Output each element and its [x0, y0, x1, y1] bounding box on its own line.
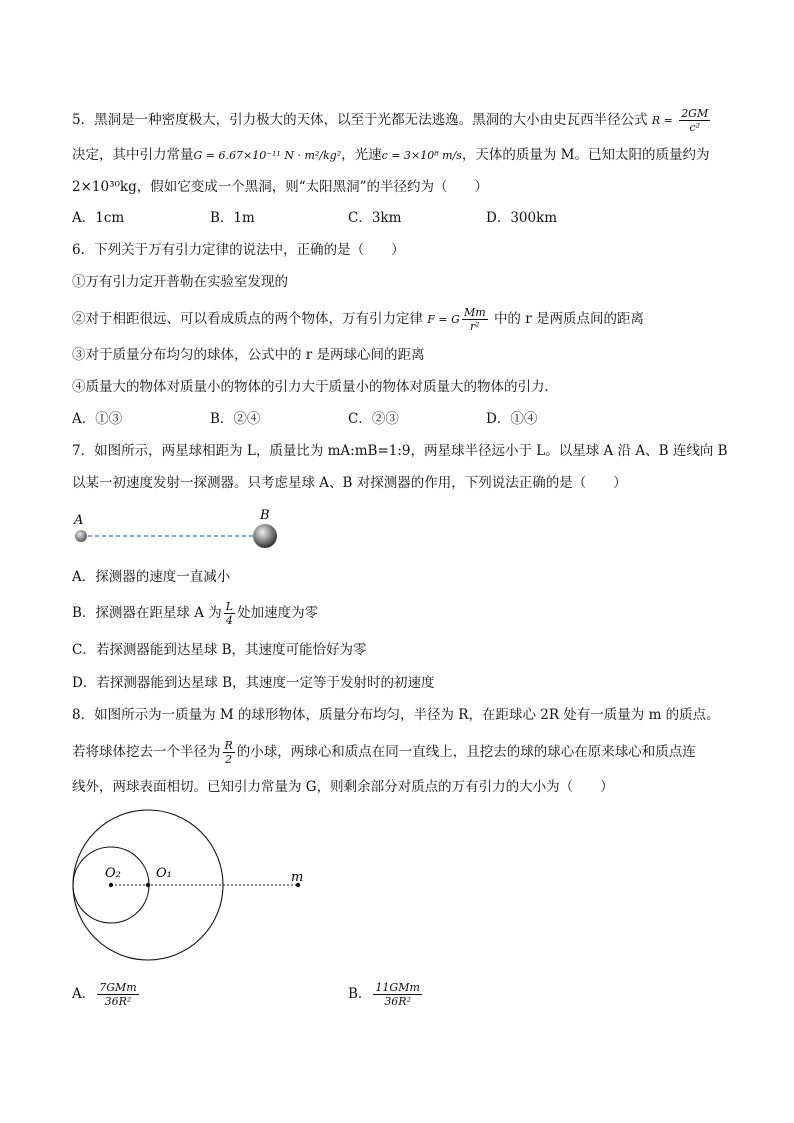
- q5-fraction-numerator: 2GM: [681, 107, 709, 120]
- q6-option-b: B．②④: [210, 411, 261, 427]
- q8-option-a-fraction: [97, 982, 138, 1007]
- q7-planet-b: [253, 524, 277, 548]
- q5-text-2a: 决定，其中引力常量: [72, 147, 194, 163]
- q5-fraction-denominator: c²: [689, 121, 700, 134]
- q7-option-b-denominator: 4: [225, 614, 233, 627]
- q5-text-2b: ，光速: [341, 147, 382, 163]
- q7-option-b-text-a: B．探测器在距星球 A 为: [72, 605, 222, 621]
- q5-option-b: B．1m: [210, 210, 255, 226]
- q8-option-b-fraction: [373, 982, 421, 1007]
- q8-figure: [60, 805, 320, 975]
- q8-line2: [72, 740, 696, 765]
- q8-label-o1: O₁: [156, 866, 172, 881]
- q5-option-d: D．300km: [486, 210, 558, 226]
- q6-statement-1: ①万有引力定开普勒在实验室发现的: [72, 274, 288, 290]
- q8-line2-numerator: R: [224, 739, 233, 752]
- q8-line3: 线外，两球表面相切。已知引力常量为 G，则剩余部分对质点的万有引力的大小为（ ）: [72, 779, 614, 795]
- q6-statement-3: ③对于质量分布均匀的球体，公式中的 r 是两球心间的距离: [72, 347, 425, 363]
- q8-option-a-label: A．: [72, 986, 96, 1002]
- q7-figure: [60, 502, 300, 558]
- q7-option-b: [72, 601, 318, 626]
- q5-text-1: 5．黑洞是一种密度极大，引力极大的天体，以至于光都无法逃逸。黑洞的大小由史瓦西半径公式: [72, 112, 648, 128]
- q5-formula-fraction: [679, 108, 710, 133]
- q6-statement-4: ④质量大的物体对质量小的物体的引力大于质量小的物体对质量大的物体的引力．: [72, 379, 558, 395]
- q7-line1: 7．如图所示，两星球相距为 L，质量比为 mA:mB=1:9，两星球半径远小于 L。以星球 A 沿 A、B 连线向 B: [72, 443, 728, 459]
- q8-label-m: m: [291, 870, 304, 885]
- q8-line1: 8．如图所示为一质量为 M 的球形物体，质量分布均匀，半径为 R，在距球心 2R 处有一质量为 m 的质点。: [72, 707, 720, 723]
- q5-option-a: A．1cm: [72, 210, 125, 226]
- q6-fraction-denominator: r²: [469, 320, 480, 333]
- q5-line3: 2×10³⁰kg，假如它变成一个黑洞，则“太阳黑洞”的半径约为（ ）: [72, 179, 489, 195]
- q8-option-a-numerator: 7GMm: [99, 981, 137, 994]
- q7-option-a: A．探测器的速度一直减小: [72, 569, 231, 585]
- q6-statement-2-text-a: ②对于相距很远、可以看成质点的两个物体，万有引力定律: [72, 311, 423, 327]
- q5-option-c: C．3km: [348, 210, 402, 226]
- q7-option-c: C．若探测器能到达星球 B，其速度可能恰好为零: [72, 642, 367, 658]
- q7-option-b-numerator: L: [225, 600, 234, 613]
- q8-option-b: [348, 982, 424, 1007]
- q7-label-a: A: [74, 513, 84, 528]
- q5-text-2c: ，天体的质量为 M。已知太阳的质量约为: [461, 147, 710, 163]
- q8-line2-text-b: 的小球，两球心和质点在同一直线上，且挖去的球的球心在原来球心和质点连: [236, 744, 696, 760]
- q5-light-speed: c = 3×10⁸ m/s: [381, 149, 462, 162]
- q6-option-d: D．①④: [486, 411, 538, 427]
- q8-line2-text-a: 若将球体挖去一个半径为: [72, 744, 221, 760]
- q8-option-b-numerator: 11GMm: [375, 981, 420, 994]
- q8-option-a-denominator: 36R²: [104, 995, 132, 1008]
- q7-line2: 以某一初速度发射一探测器。只考虑星球 A、B 对探测器的作用，下列说法正确的是（ ）: [72, 475, 627, 491]
- q7-planet-a: [75, 530, 87, 542]
- q8-point-o2: [109, 883, 113, 887]
- q8-line2-denominator: 2: [225, 753, 233, 766]
- q6-formula-fraction: [462, 307, 488, 332]
- q8-option-b-label: B．: [348, 986, 372, 1002]
- q7-option-b-fraction: [224, 601, 235, 626]
- q6-formula-lhs: F = G: [427, 313, 460, 326]
- q6-stem: 6．下列关于万有引力定律的说法中，正确的是（ ）: [72, 242, 405, 258]
- q8-point-o1: [146, 883, 150, 887]
- q6-option-c: C．②③: [348, 411, 399, 427]
- q7-label-b: B: [260, 508, 270, 523]
- q8-label-o2: O₂: [105, 866, 121, 881]
- q8-line2-fraction: [223, 740, 235, 765]
- q8-option-b-denominator: 36R²: [384, 995, 412, 1008]
- q8-option-a: [72, 982, 141, 1007]
- q5-line1: [72, 108, 712, 133]
- q5-line2: [72, 145, 710, 166]
- q7-option-b-text-b: 处加速度为零: [237, 605, 319, 621]
- q6-statement-2-text-b: 中的 r 是两质点间的距离: [493, 311, 644, 327]
- q5-gravity-constant: G = 6.67×10⁻¹¹ N · m²/kg²: [193, 149, 342, 162]
- q6-fraction-numerator: Mm: [463, 306, 486, 319]
- q6-statement-2: [72, 307, 644, 332]
- q7-option-d: D．若探测器能到达星球 B，其速度一定等于发射时的初速度: [72, 675, 435, 691]
- q5-formula-lhs: R =: [651, 114, 673, 127]
- q6-option-a: A．①③: [72, 411, 123, 427]
